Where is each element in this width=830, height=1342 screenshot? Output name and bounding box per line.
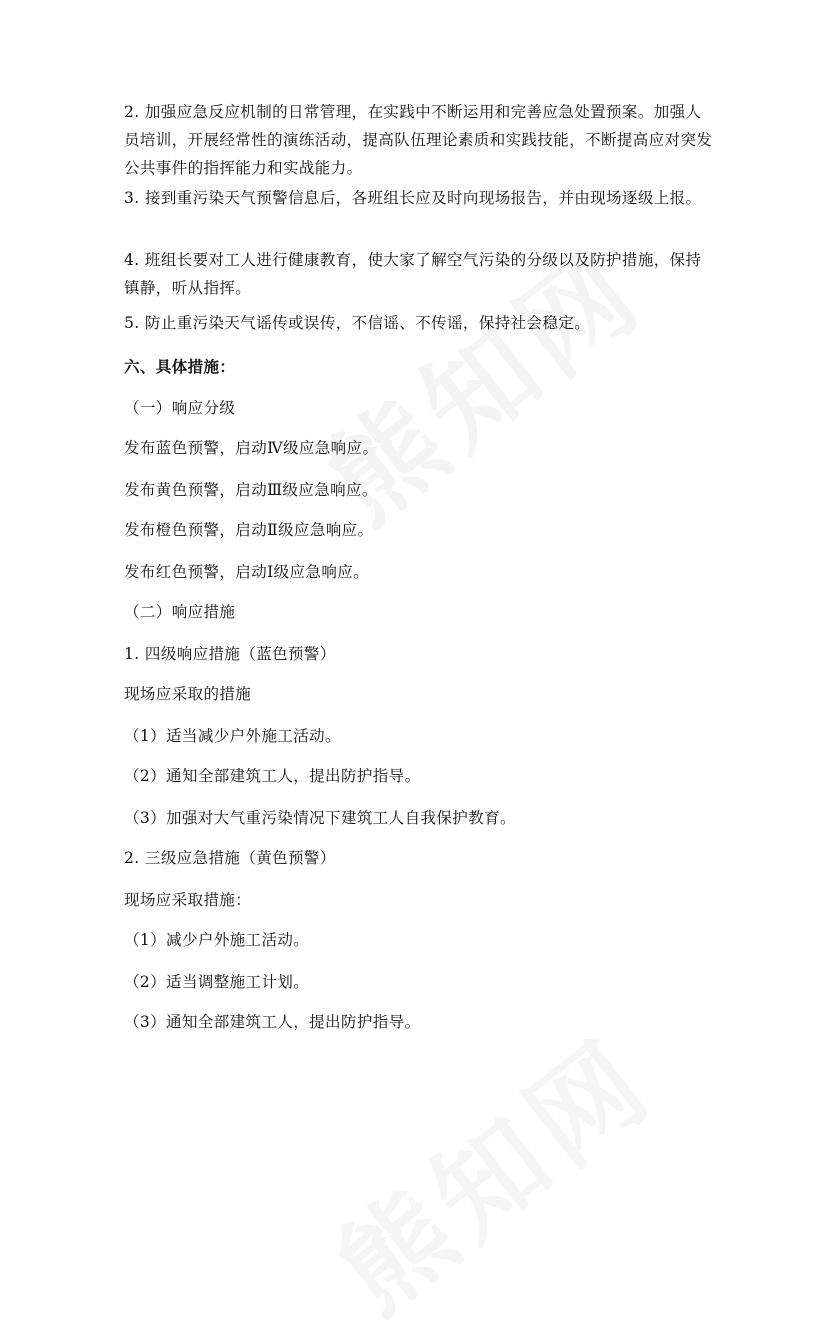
measure-item: （2）通知全部建筑工人，提出防护指导。 [124, 767, 421, 785]
level-item: 发布橙色预警，启动Ⅱ级应急响应。 [124, 521, 374, 539]
measure-item: （3）通知全部建筑工人，提出防护指导。 [124, 1013, 421, 1031]
measure-item: （1）减少户外施工活动。 [124, 931, 310, 949]
paragraph-2: 2. 加强应急反应机制的日常管理，在实践中不断运用和完善应急处置预案。加强人员培训，开展经常性的演练活动，提高队伍理论素质和实践技能，不断提高应对突发公共事件的指挥能力和实战能力。 [124, 103, 713, 177]
watermark-bottom [300, 996, 681, 1342]
measure-item: （3）加强对大气重污染情况下建筑工人自我保护教育。 [124, 809, 516, 827]
measure-2-title: 2. 三级应急措施（黄色预警） [124, 849, 336, 867]
paragraph-4: 4. 班组长要对工人进行健康教育，使大家了解空气污染的分级以及防护措施，保持镇静，听从指挥。 [124, 251, 702, 297]
paragraph-3: 3. 接到重污染天气预警信息后，各班组长应及时向现场报告，并由现场逐级上报。 [124, 189, 702, 207]
measure-2-intro: 现场应采取措施： [124, 891, 252, 909]
subsection-1-heading: （一）响应分级 [124, 399, 236, 417]
level-item: 发布蓝色预警，启动Ⅳ级应急响应。 [124, 439, 379, 457]
level-item: 发布红色预警，启动Ⅰ级应急响应。 [124, 563, 370, 581]
level-item: 发布黄色预警，启动Ⅲ级应急响应。 [124, 481, 378, 499]
measure-item: （1）适当减少户外施工活动。 [124, 727, 341, 745]
measure-1-intro: 现场应采取的措施 [124, 685, 252, 703]
measure-item: （2）适当调整施工计划。 [124, 973, 310, 991]
measure-1-title: 1. 四级响应措施（蓝色预警） [124, 645, 336, 663]
section-6-heading: 六、具体措施： [124, 357, 236, 376]
paragraph-5: 5. 防止重污染天气谣传或误传，不信谣、不传谣，保持社会稳定。 [124, 314, 591, 332]
subsection-2-heading: （二）响应措施 [124, 603, 236, 621]
